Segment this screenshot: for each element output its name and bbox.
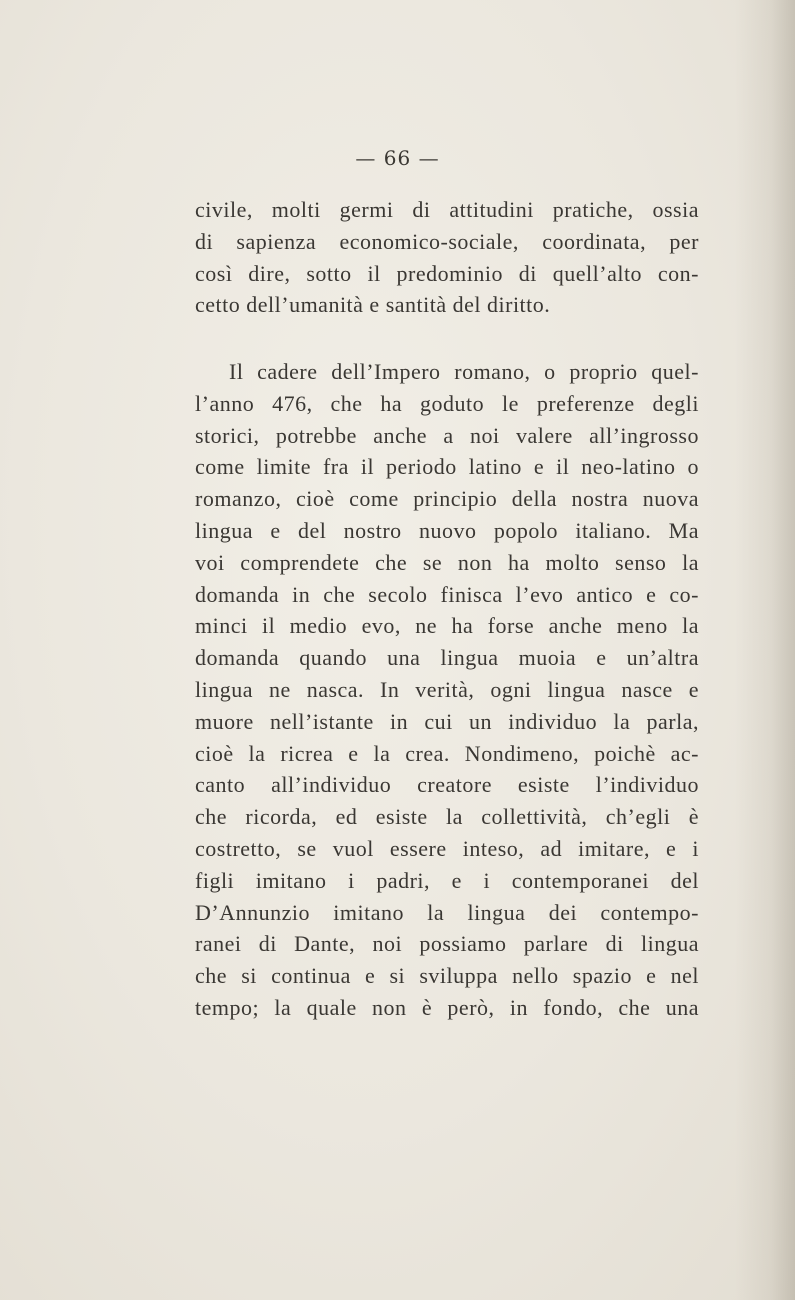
- text-line: costretto, se vuol essere inteso, ad imitare, e i: [195, 835, 699, 861]
- page-edge-shadow: [735, 0, 795, 1300]
- text-line: lingua ne nasca. In verità, ogni lingua nasce e: [195, 676, 699, 702]
- paragraph-2: [195, 356, 699, 1024]
- text-line: l’anno 476, che ha goduto le preferenze degli: [195, 390, 699, 416]
- text-line: storici, potrebbe anche a noi valere all’ingrosso: [195, 422, 699, 448]
- text-line: così dire, sotto il predominio di quell’alto con-: [195, 260, 699, 286]
- text-line: di sapienza economico-sociale, coordinata, per: [195, 228, 699, 254]
- text-line: domanda quando una lingua muoia e un’altra: [195, 645, 699, 671]
- text-line: minci il medio evo, ne ha forse anche meno la: [195, 613, 699, 639]
- text-line: canto all’individuo creatore esiste l’individuo: [195, 772, 699, 798]
- text-line: muore nell’istante in cui un individuo la parla,: [195, 708, 699, 734]
- text-line: tempo; la quale non è però, in fondo, che una: [195, 994, 699, 1020]
- page-number: — 66 —: [355, 146, 440, 170]
- text-line: lingua e del nostro nuovo popolo italiano. Ma: [195, 517, 699, 543]
- text-line: domanda in che secolo finisca l’evo antico e co-: [195, 581, 699, 607]
- text-line: cetto dell’umanità e santità del diritto.: [195, 292, 551, 318]
- text-line: voi comprendete che se non ha molto senso la: [195, 549, 699, 575]
- paragraph-1: [195, 194, 699, 321]
- text-line: figli imitano i padri, e i contemporanei del: [195, 867, 699, 893]
- text-line: come limite fra il periodo latino e il neo-latino o: [195, 454, 699, 480]
- text-line: cioè la ricrea e la crea. Nondimeno, poichè ac-: [195, 740, 699, 766]
- text-line: che ricorda, ed esiste la collettività, ch’egli è: [195, 804, 699, 830]
- text-line: civile, molti germi di attitudini pratiche, ossia: [195, 197, 699, 222]
- text-line: Il cadere dell’Impero romano, o proprio quel-: [229, 359, 699, 384]
- text-line: ranei di Dante, noi possiamo parlare di lingua: [195, 931, 699, 957]
- text-line: romanzo, cioè come principio della nostra nuova: [195, 486, 699, 512]
- text-line: D’Annunzio imitano la lingua dei contempo-: [195, 899, 699, 925]
- text-line: che si continua e si sviluppa nello spazio e nel: [195, 963, 699, 989]
